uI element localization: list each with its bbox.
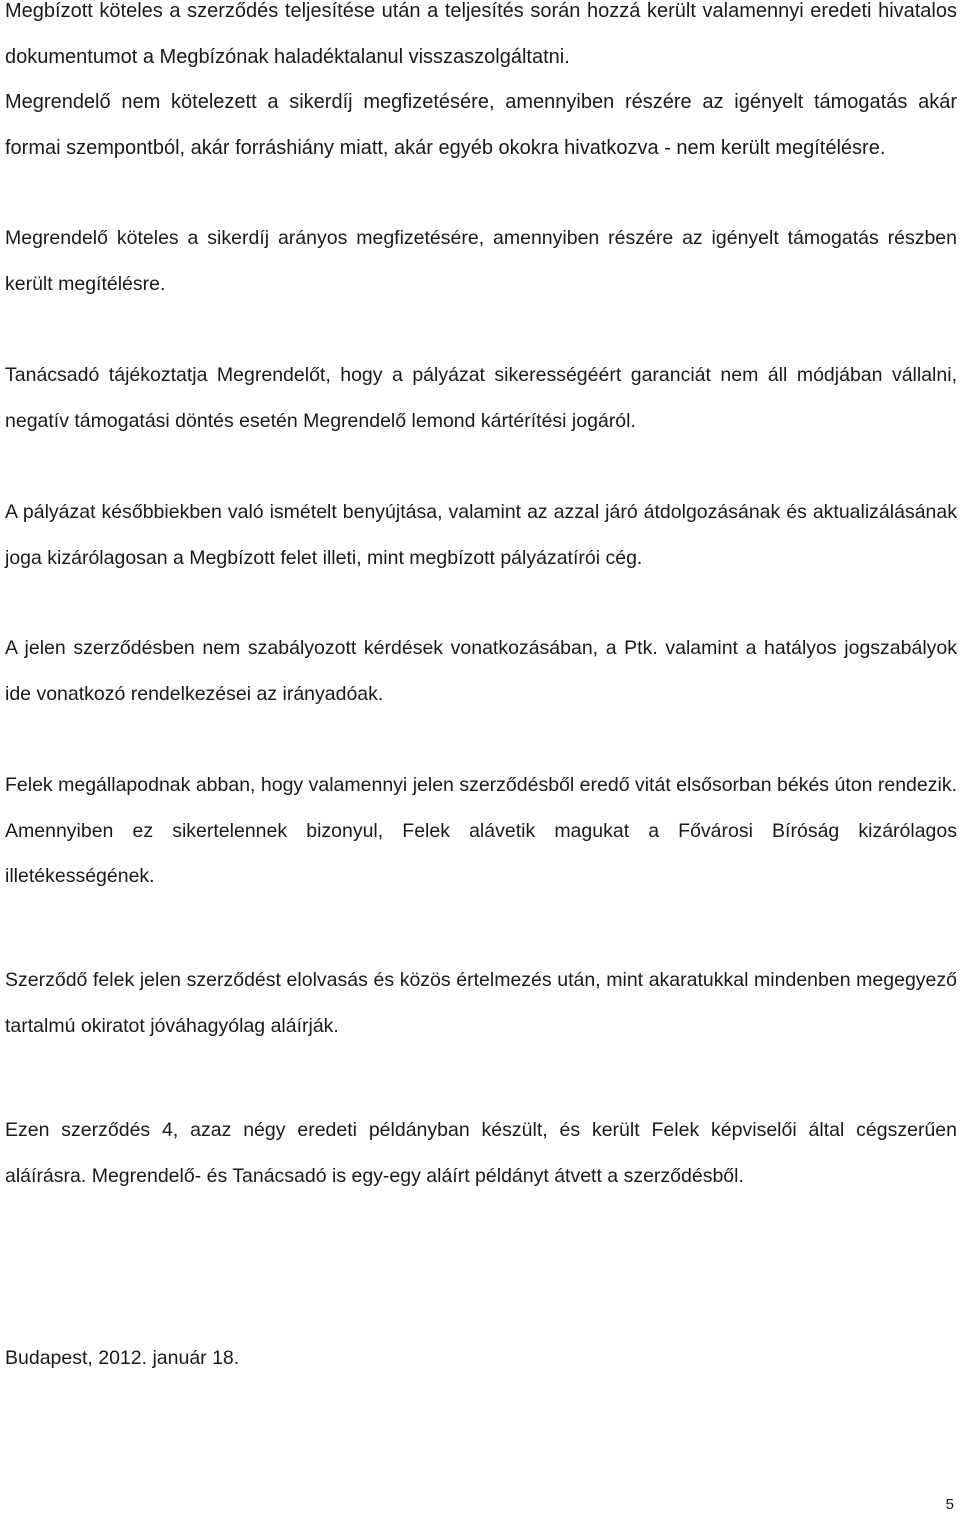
paragraph-resubmission-rights: A pályázat későbbiekben való ismételt benyújtása, valamint az azzal járó átdolgozásának és aktualizálásának joga kizárólagosan a Megbízott felet illeti, mint megbízott pályázatírói cég. (5, 501, 957, 569)
paragraph-copies: Ezen szerződés 4, azaz négy eredeti példányban készült, és került Felek képviselői által cégszerűen aláírásra. Megrendelő- és Tanácsadó is egy-egy aláírt példányt átvett a szerződésből. (5, 1119, 957, 1187)
paragraph-document-return: Megbízott köteles a szerződés teljesítése után a teljesítés során hozzá került valamennyi eredeti hivatalos dokumentumot a Megbízónak haladéktalanul visszaszolgáltatni. (5, 0, 957, 68)
paragraph-dispute-resolution: Felek megállapodnak abban, hogy valamennyi jelen szerződésből eredő vitát elsősorban békés úton rendezik. Amennyiben ez sikertelennek bizonyul, Felek alávetik magukat a Fővárosi Bíróság kizárólagos illetékességének. (5, 774, 957, 887)
paragraph-no-success-fee: Megrendelő nem kötelezett a sikerdíj megfizetésére, amennyiben részére az igényelt támogatás akár formai szempontból, akár forráshiány miatt, akár egyéb okokra hivatkozva - nem került megítélésre. (5, 91, 957, 159)
place-and-date: Budapest, 2012. január 18. (5, 1347, 240, 1369)
paragraph-no-guarantee: Tanácsadó tájékoztatja Megrendelőt, hogy a pályázat sikerességéért garanciát nem áll módjában vállalni, negatív támogatási döntés esetén Megrendelő lemond kártérítési jogáról. (5, 364, 957, 432)
paragraph-governing-law: A jelen szerződésben nem szabályozott kérdések vonatkozásában, a Ptk. valamint a hatályos jogszabályok ide vonatkozó rendelkezései az irányadóak. (5, 637, 957, 705)
paragraph-signature-consent: Szerződő felek jelen szerződést elolvasás és közös értelmezés után, mint akaratukkal mindenben megegyező tartalmú okiratot jóváhagyólag aláírják. (5, 969, 957, 1037)
page-number: 5 (945, 1496, 954, 1513)
paragraph-partial-success-fee: Megrendelő köteles a sikerdíj arányos megfizetésére, amennyiben részére az igényelt támogatás részben került megítélésre. (5, 227, 957, 295)
